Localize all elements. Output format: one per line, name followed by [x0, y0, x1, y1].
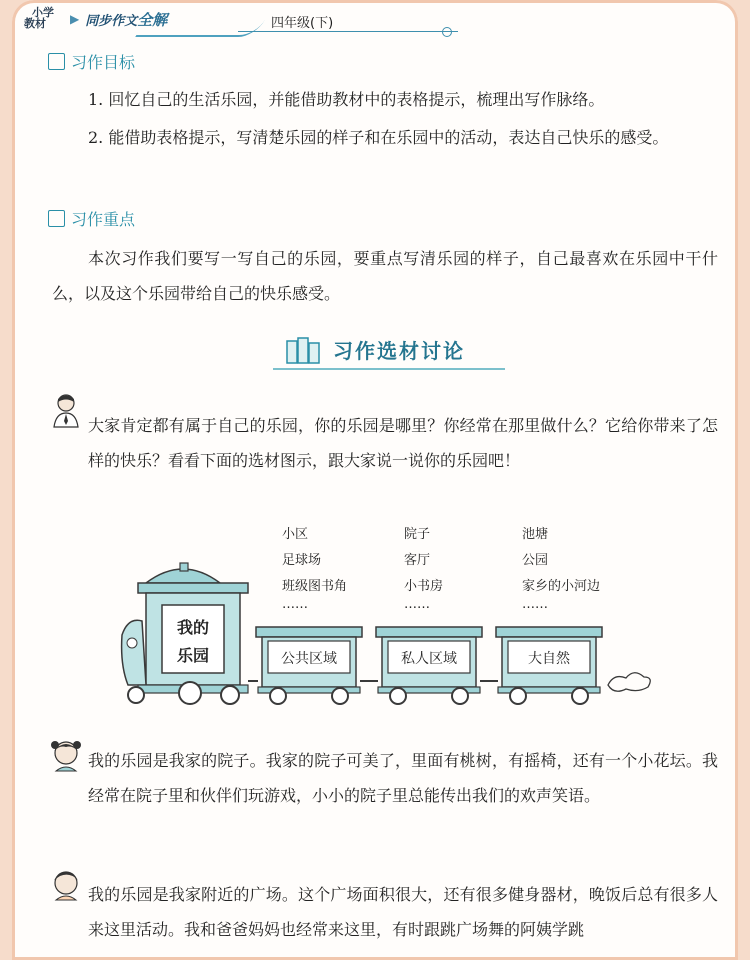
magnifier-note-icon [48, 210, 65, 227]
student-answer-1 [88, 743, 718, 813]
goals-title-text: 习作目标 [71, 53, 136, 72]
engine-label-1: 我的 [176, 618, 210, 637]
teacher-avatar-icon [48, 393, 84, 429]
car2-label: 私人区域 [401, 651, 457, 667]
topic-banner [265, 333, 515, 375]
books-icon [285, 335, 321, 365]
header-divider [238, 31, 458, 32]
grade-label: 四年级(下) [271, 16, 334, 31]
car2-option-3: 小书房 [404, 579, 444, 594]
focus-title [48, 207, 135, 230]
header-swish-decoration [135, 20, 265, 37]
topic-banner-text: 习作选材讨论 [333, 339, 465, 363]
engine-label-2: 乐园 [176, 646, 210, 665]
exhaust-cloud-icon [608, 673, 650, 692]
car3-option-2: 公园 [522, 553, 549, 568]
car2-option-1: 院子 [404, 527, 431, 542]
book-badge [20, 7, 64, 31]
student-girl-avatar-icon [48, 737, 84, 773]
car1-option-2: 足球场 [282, 553, 322, 568]
car1-option-1: 小区 [282, 527, 309, 542]
student-boy-avatar-icon [48, 866, 84, 902]
badge-arrow-icon: ▶ [70, 12, 80, 26]
series-prefix: 同步作文 [85, 13, 138, 29]
header-dot-icon [442, 27, 452, 37]
page-header [0, 0, 750, 42]
train-car-2 [376, 627, 482, 693]
train-car-1 [256, 627, 362, 693]
teacher-prompt-text: 大家肯定都有属于自己的乐园，你的乐园是哪里？你经常在那里做什么？它给你带来了怎样的快乐？看看下面的选材图示，跟大家说一说你的乐园吧！ [88, 416, 718, 470]
car2-option-4: …… [404, 597, 430, 612]
student-answer-2-text: 我的乐园是我家附近的广场。这个广场面积很大，还有很多健身器材，晚饭后总有很多人来这里活动。我和爸爸妈妈也经常来这里，有时跟跳广场舞的阿姨学跳 [88, 885, 718, 939]
student-answer-1-text: 我的乐园是我家的院子。我家的院子可美了，里面有桃树，有摇椅，还有一个小花坛。我经常在院子里和伙伴们玩游戏，小小的院子里总能传出我们的欢声笑语。 [88, 751, 718, 805]
focus-text: 本次习作我们要写一写自己的乐园，要重点写清乐园的样子，自己最喜欢在乐园中干什么，以及这个乐园带给自己的快乐感受。 [52, 249, 718, 303]
car3-option-3: 家乡的小河边 [522, 579, 601, 594]
train-car-3 [496, 627, 602, 693]
badge-line-2: 教材 [24, 17, 46, 30]
goals-title [48, 50, 135, 73]
car1-option-3: 班级图书角 [282, 579, 348, 594]
topic-train-illustration [118, 515, 658, 715]
car3-label: 大自然 [528, 651, 570, 667]
goal-item-2: 2. 能借助表格提示，写清楚乐园的样子和在乐园中的活动，表达自己快乐的感受。 [88, 128, 669, 147]
car2-option-2: 客厅 [404, 553, 431, 568]
topic-banner-underline [273, 368, 505, 370]
car3-option-4: …… [522, 597, 548, 612]
teacher-prompt [88, 408, 718, 478]
pencil-note-icon [48, 53, 65, 70]
badge-line-1: 小学 [32, 6, 54, 19]
focus-title-text: 习作重点 [71, 210, 136, 229]
car1-option-4: …… [282, 597, 308, 612]
car3-option-1: 池塘 [522, 527, 549, 542]
goal-item-1: 1. 回忆自己的生活乐园，并能借助教材中的表格提示，梳理出写作脉络。 [88, 90, 605, 109]
car1-label: 公共区域 [281, 651, 337, 667]
student-answer-2 [88, 877, 718, 947]
series-strong: 全解 [137, 10, 168, 29]
